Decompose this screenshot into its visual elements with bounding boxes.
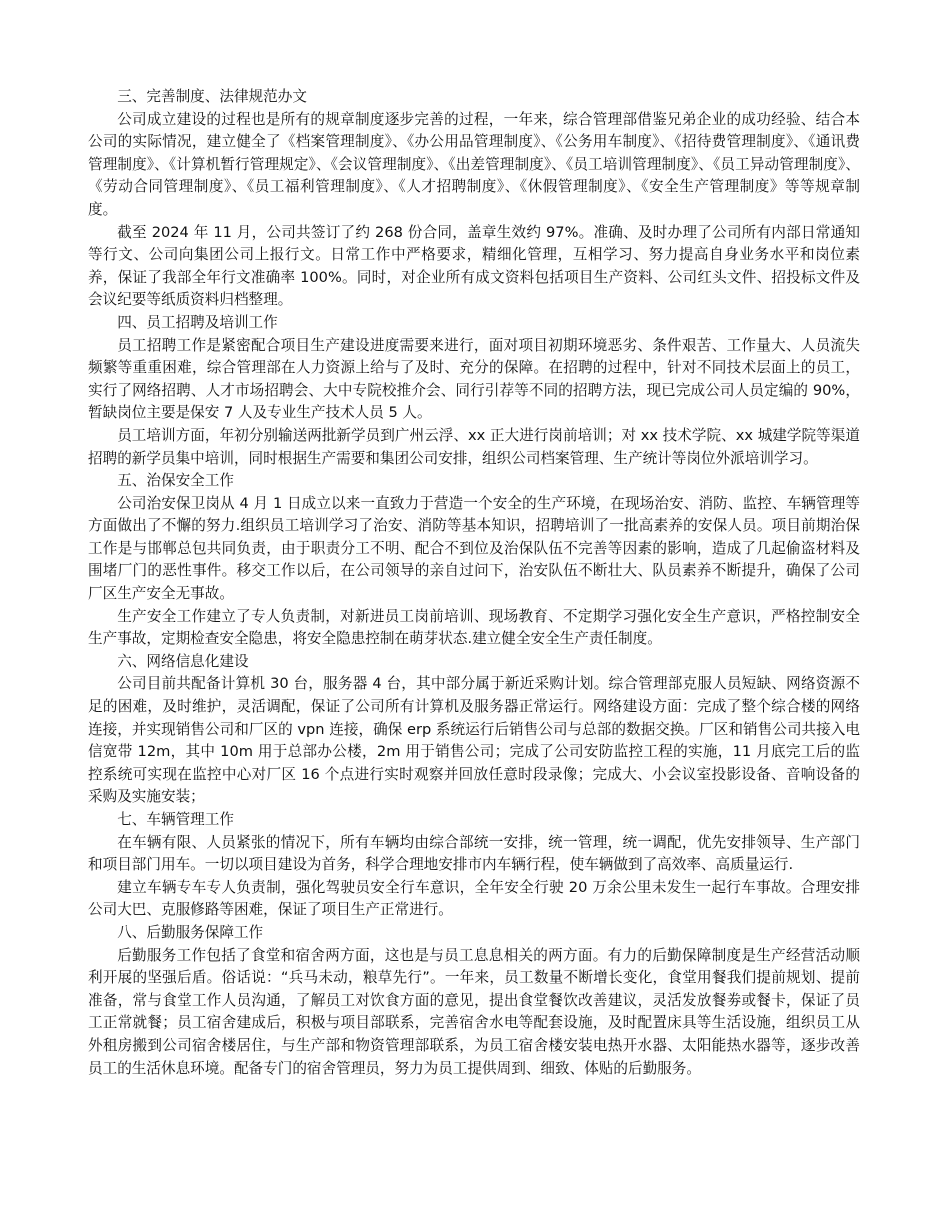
section-heading-3: 三、完善制度、法律规范办文 — [117, 88, 307, 105]
section-heading-6: 六、网络信息化建设 — [117, 652, 249, 670]
paragraph-recruitment: 员工招聘工作是紧密配合项目生产建设进度需要来进行，面对项目初期环境恶劣、条件艰苦、工作量大、人员流失频繁等重重困难，综合管理部在人力资源上给与了及时、充分的保障。在招聘的过程中，针对不同技术层面上的员工，实行了网络招聘、人才市场招聘会、大中专院校推介会、同行引荐等不同的招聘方法，现已完成公司人员定编的 90%，暂缺岗位主要是保安 7 人及专业生产技术人员 5 人。 — [88, 336, 860, 422]
paragraph-regulations: 公司成立建设的过程也是所有的规章制度逐步完善的过程，一年来，综合管理部借鉴兄弟企业的成功经验、结合本公司的实际情况，建立健全了《档案管理制度》、《办公用品管理制度》、《公务用车制度》、《招待费管理制度》、《通讯费管理制度》、《计算机暂行管理规定》、《会议管理制度》、《出差管理制度》、《员工培训管理制度》、《员工异动管理制度》、《劳动合同管理制度》、《员工福利管理制度》、《人才招聘制度》、《休假管理制度》、《安全生产管理制度》等等规章制度。 — [88, 110, 860, 218]
paragraph-drivers: 建立车辆专车专人负责制，强化驾驶员安全行车意识，全年安全行驶 20 万余公里未发生一起行车事故。合理安排公司大巴、克服修路等困难，保证了项目生产正常进行。 — [88, 878, 860, 919]
paragraph-production-safety: 生产安全工作建立了专人负责制，对新进员工岗前培训、现场教育、不定期学习强化安全生产意识，严格控制安全生产事故，定期检查安全隐患，将安全隐患控制在萌芽状态.建立健全安全生产责任制度。 — [88, 607, 860, 648]
paragraph-contracts: 截至 2024 年 11 月，公司共签订了约 268 份合同，盖章生效约 97%。准确、及时办理了公司所有内部日常通知等行文、公司向集团公司上报行文。日常工作中严格要求，精细化管理，互相学习、努力提高自身业务水平和岗位素养，保证了我部全年行文准确率 100%。同时，对企业所有成文资料包括项目生产资料、公司红头文件、招投标文件及会议纪要等纸质资料归档整理。 — [88, 223, 860, 309]
paragraph-training: 员工培训方面，年初分别输送两批新学员到广州云浮、xx 正大进行岗前培训；对 xx 技术学院、xx 城建学院等渠道招聘的新学员集中培训，同时根据生产需要和集团公司安排，组织公司档案管理、生产统计等岗位外派培训学习。 — [88, 426, 860, 467]
section-heading-5: 五、治保安全工作 — [117, 472, 234, 490]
paragraph-logistics: 后勤服务工作包括了食堂和宿舍两方面，这也是与员工息息相关的两方面。有力的后勤保障制度是生产经营活动顺利开展的坚强后盾。俗话说：“兵马未动，粮草先行”。一年来，员工数量不断增长变化，食堂用餐我们提前规划、提前准备，常与食堂工作人员沟通，了解员工对饮食方面的意见，提出食堂餐饮改善建议，灵活发放餐劵或餐卡，保证了员工正常就餐；员工宿舍建成后，积极与项目部联系，完善宿舍水电等配套设施，及时配置床具等生活设施，组织员工从外租房搬到公司宿舍楼居住，与生产部和物资管理部联系，为员工宿舍楼安装电热开水器、太阳能热水器等，逐步改善员工的生活休息环境。配备专门的宿舍管理员，努力为员工提供周到、细致、体贴的后勤服务。 — [88, 946, 860, 1077]
document-body — [88, 86, 860, 1080]
section-heading-7: 七、车辆管理工作 — [117, 811, 234, 828]
paragraph-security: 公司治安保卫岗从 4 月 1 日成立以来一直致力于营造一个安全的生产环境，在现场治安、消防、监控、车辆管理等方面做出了不懈的努力.组织员工培训学习了治安、消防等基本知识，招聘培训了一批高素养的安保人员。项目前期治保工作是与邯郸总包共同负责，由于职责分工不明、配合不到位及治保队伍不完善等因素的影响，造成了几起偷盗材料及围堵厂门的恶性事件。移交工作以后，在公司领导的亲自过问下，治安队伍不断壮大、队员素养不断提升，确保了公司厂区生产安全无事故。 — [88, 494, 860, 603]
section-heading-4: 四、员工招聘及培训工作 — [117, 313, 278, 331]
paragraph-vehicles: 在车辆有限、人员紧张的情况下，所有车辆均由综合部统一安排，统一管理，统一调配，优先安排领导、生产部门和项目部门用车。一切以项目建设为首务，科学合理地安排市内车辆行程，使车辆做到了高效率、高质量运行. — [88, 833, 860, 874]
paragraph-network: 公司目前共配备计算机 30 台，服务器 4 台，其中部分属于新近采购计划。综合管理部克服人员短缺、网络资源不足的困难，及时维护，灵活调配，保证了公司所有计算机及服务器正常运行。网络建设方面：完成了整个综合楼的网络连接，并实现销售公司和厂区的 vpn 连接，确保 erp 系统运行后销售公司与总部的数据交换。厂区和销售公司共接入电信宽带 12m，其中 10m 用于总部办公楼，2m 用于销售公司；完成了公司安防监控工程的实施，11 月底完工后的监控系统可实现在监控中心对厂区 16 个点进行实时观察并回放任意时段录像；完成大、小会议室投影设备、音响设备的采购及实施安装； — [88, 675, 860, 806]
section-heading-8: 八、后勤服务保障工作 — [117, 923, 264, 941]
